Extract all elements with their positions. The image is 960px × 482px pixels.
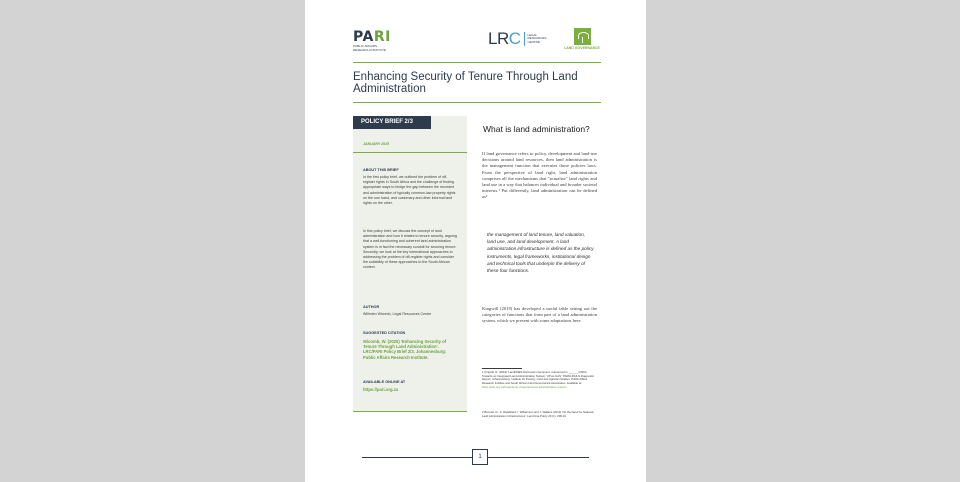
about-heading: ABOUT THIS BRIEF	[363, 168, 399, 172]
document-title: Enhancing Security of Tenure Through Land Administration	[353, 71, 578, 95]
lrc-logo-accent: C	[508, 29, 521, 48]
footnote-rule	[482, 368, 522, 369]
page-number-line-left	[362, 457, 472, 458]
lrc-logo-divider	[524, 32, 525, 46]
body-paragraph-1: If land governance refers to policy, development and land-use decisions around land resources, then land administration is the management function that executes those policies laws. From the perspective of land right, land administration comprises all the mechanisms that "actualise" land rights and land use in a way that balances individual and broader societal interests.¹ Put differently, land administration can be defined as²	[482, 151, 597, 200]
online-heading: AVAILABLE ONLINE AT	[363, 380, 406, 384]
land-governance-text: LAND GOVERNANCE	[564, 46, 600, 50]
title-rule	[353, 102, 601, 103]
section-heading: What is land administration?	[483, 124, 590, 134]
footnote-2: 2 Bennett, R., A. Rajabifard, I. Williamson and J. Wallace (2012) 'On the Need for National Land Administration Infrastructures', Land Use Policy 29 (1): 208-19.	[482, 410, 594, 418]
footnote-1-link[interactable]: https://pari.org.za/towards-an-integrated-land-administration-system/	[482, 384, 567, 389]
page-number: 1	[472, 449, 488, 465]
footnote-1	[482, 371, 597, 390]
sidebar-rule	[353, 152, 467, 153]
citation-heading: SUGGESTED CITATION	[363, 331, 406, 335]
lrc-logo	[488, 30, 552, 48]
lrc-logo-subtitle: LEGAL RESOURCES CENTRE	[527, 32, 547, 44]
land-governance-icon	[574, 28, 591, 45]
author-heading: AUTHOR	[363, 305, 380, 309]
pari-logo-accent: RI	[373, 29, 391, 45]
definition-quote: the management of land tenure, land valuation, land use, and land development. A land administration infrastructure is defined as the policy instruments, legal frameworks, institutional design and technical tools that underpin the delivery of these four functions.	[487, 232, 594, 274]
policy-brief-badge: POLICY BRIEF 2/3	[353, 116, 431, 129]
sidebar-bottom-rule	[353, 411, 467, 412]
body-paragraph-2: Kingwill (2019) has developed a useful table setting out the categories of functions that form part of a land administration system, which we present with some adaptations here.	[482, 306, 597, 324]
page-number-line-right	[488, 457, 589, 458]
about-paragraph-1: In the first policy brief, we outlined the problem of off-register rights in South Africa and the challenge of finding appropriate ways to bridge the gap between the recorded and administration of typically common-law property rights on the one hand, and customary and other informal land rights on the other.	[363, 175, 456, 206]
pari-logo-text: PA	[353, 29, 374, 45]
footnote-1-text: 1 Kingwill, R. (2019) 'LandNNES Discussion document, referenced in ______ (2023) Towards an Integrated Land Administration System: 'ATLA-ILAS'. PARI/LRC/LG Diagnostic Report. Johannesburg: Institute for Poverty, Land and Agrarian Studies, Public Affairs Research Institute and South African Land Governance Association. Available at	[482, 370, 595, 386]
pari-logo	[353, 30, 393, 52]
lrc-logo-text: LR	[488, 29, 509, 48]
publication-date: JANUARY 2025	[363, 142, 390, 146]
about-paragraph-2: In this policy brief, we discuss the concept of land administration and how it relates to tenure security, arguing that a well-functioning and coherent land administration system is in fact the necessary conduit for securing tenure. Secondly, we look at the key international approaches to addressing the problem of off-register rights and consider the suitability of these approaches to the South African context.	[363, 229, 457, 270]
land-governance-logo	[564, 28, 600, 50]
online-link[interactable]: https://pari.org.za	[363, 387, 399, 392]
document-page	[305, 0, 646, 482]
pari-logo-subtitle: PUBLIC AFFAIRS RESEARCH INSTITUTE	[353, 44, 387, 52]
header-rule	[353, 62, 601, 63]
citation-text: Wicomb, W. (2025) 'Enhancing Security of Tenure Through Land Administration'. LRC/PARI Policy Brief 2/3. Johannesburg: Public Affairs Research Institute.	[363, 339, 447, 360]
author-name: Willmien Wicomb, Legal Resources Centre	[363, 312, 432, 316]
